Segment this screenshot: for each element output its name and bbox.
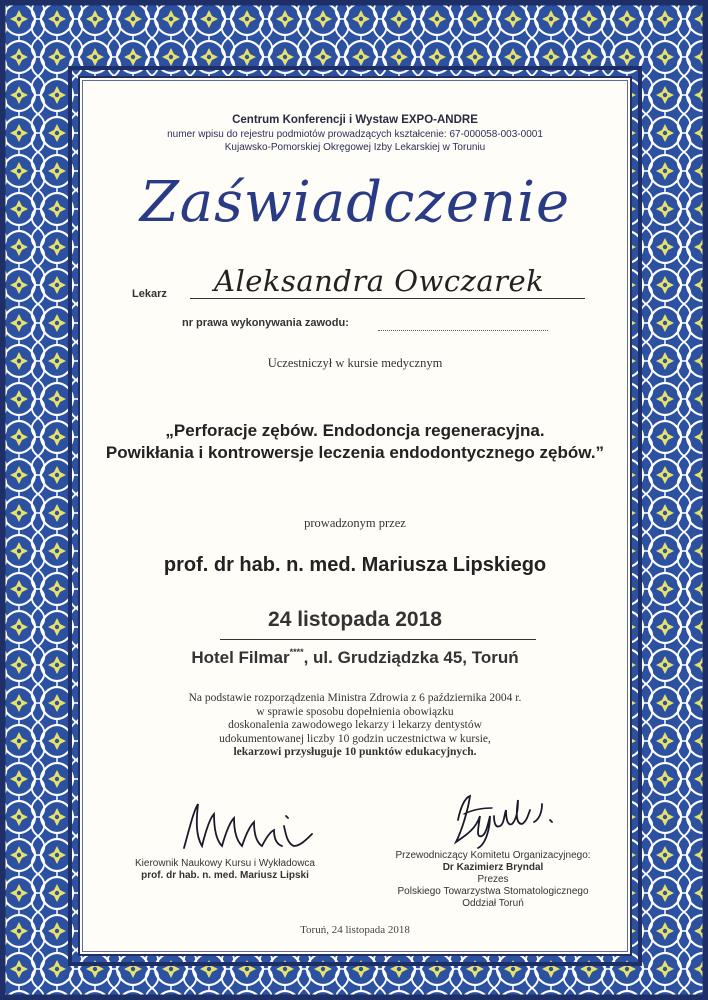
- license-number-field: [378, 330, 548, 331]
- course-title-line-1: „Perforacje zębów. Endodoncja regeneracyjna.: [165, 421, 545, 440]
- course-title: [80, 420, 630, 464]
- venue: [80, 648, 630, 668]
- course-date: 24 listopada 2018: [268, 608, 442, 631]
- venue-address: , ul. Grudziądzka 45, Toruń: [303, 648, 519, 667]
- organizer-role: Przewodniczący Komitetu Organizacyjnego:: [395, 850, 591, 861]
- organizer-society: Polskiego Towarzystwa Stomatologicznego: [397, 886, 589, 897]
- certificate-body: [78, 76, 632, 956]
- legal-basis: [80, 692, 630, 760]
- medical-chamber: Kujawsko-Pomorskiej Okręgowej Izby Lekarskiej w Toruniu: [224, 142, 486, 153]
- place-and-date: Toruń, 24 listopada 2018: [300, 924, 410, 936]
- recipient-name: Aleksandra Owczarek: [214, 264, 545, 298]
- legal-line-4: udokumentowanej liczby 10 godzin uczestnictwa w kursie,: [219, 732, 491, 745]
- course-title-line-2: Powikłania i kontrowersje leczenia endodontycznego zębów.”: [105, 443, 605, 462]
- name-underline: [190, 298, 585, 299]
- registry-number: numer wpisu do rejestru podmiotów prowadzących kształcenie: 67-000058-003-0001: [167, 129, 543, 140]
- education-points: 10: [344, 746, 357, 758]
- legal-line-2: w sprawie sposobu dopełnienia obowiązku: [256, 705, 454, 718]
- lecturer-signature-caption: [110, 858, 340, 882]
- date-divider: [220, 639, 536, 640]
- organizer-signature: [446, 790, 566, 850]
- legal-line-3: doskonalenia zawodowego lekarzy i lekarzy dentystów: [228, 719, 482, 731]
- legal-line-5: lekarzowi przysługuje 10 punktów edukacyjnych.: [233, 746, 477, 758]
- organizer-signatory-name: Dr Kazimierz Bryndal: [442, 862, 544, 873]
- legal-line-1: Na podstawie rozporządzenia Ministra Zdrowia z 6 października 2004 r.: [188, 692, 522, 704]
- organizer-name: Centrum Konferencji i Wystaw EXPO-ANDRE: [232, 114, 478, 126]
- lecturer-signatory-name: prof. dr hab. n. med. Mariusz Lipski: [141, 870, 309, 881]
- license-number-label: nr prawa wykonywania zawodu:: [182, 317, 349, 329]
- venue-name: Hotel Filmar: [191, 648, 290, 667]
- participation-intro: Uczestniczył w kursie medycznym: [267, 356, 443, 370]
- venue-stars: ****: [289, 647, 304, 657]
- organizer-title: Prezes: [477, 874, 509, 885]
- organizer-signature-caption: [378, 850, 608, 910]
- lecturer-role: Kierownik Naukowy Kursu i Wykładowca: [135, 858, 315, 869]
- doctor-label: Lekarz: [132, 288, 167, 300]
- organizer-branch: Oddział Toruń: [462, 898, 524, 909]
- certificate-title: Zaświadczenie: [139, 170, 571, 235]
- lecturer-signature: [178, 796, 318, 856]
- led-by-label: prowadzonym przez: [304, 516, 406, 530]
- lecturer-name: prof. dr hab. n. med. Mariusza Lipskiego: [163, 554, 547, 576]
